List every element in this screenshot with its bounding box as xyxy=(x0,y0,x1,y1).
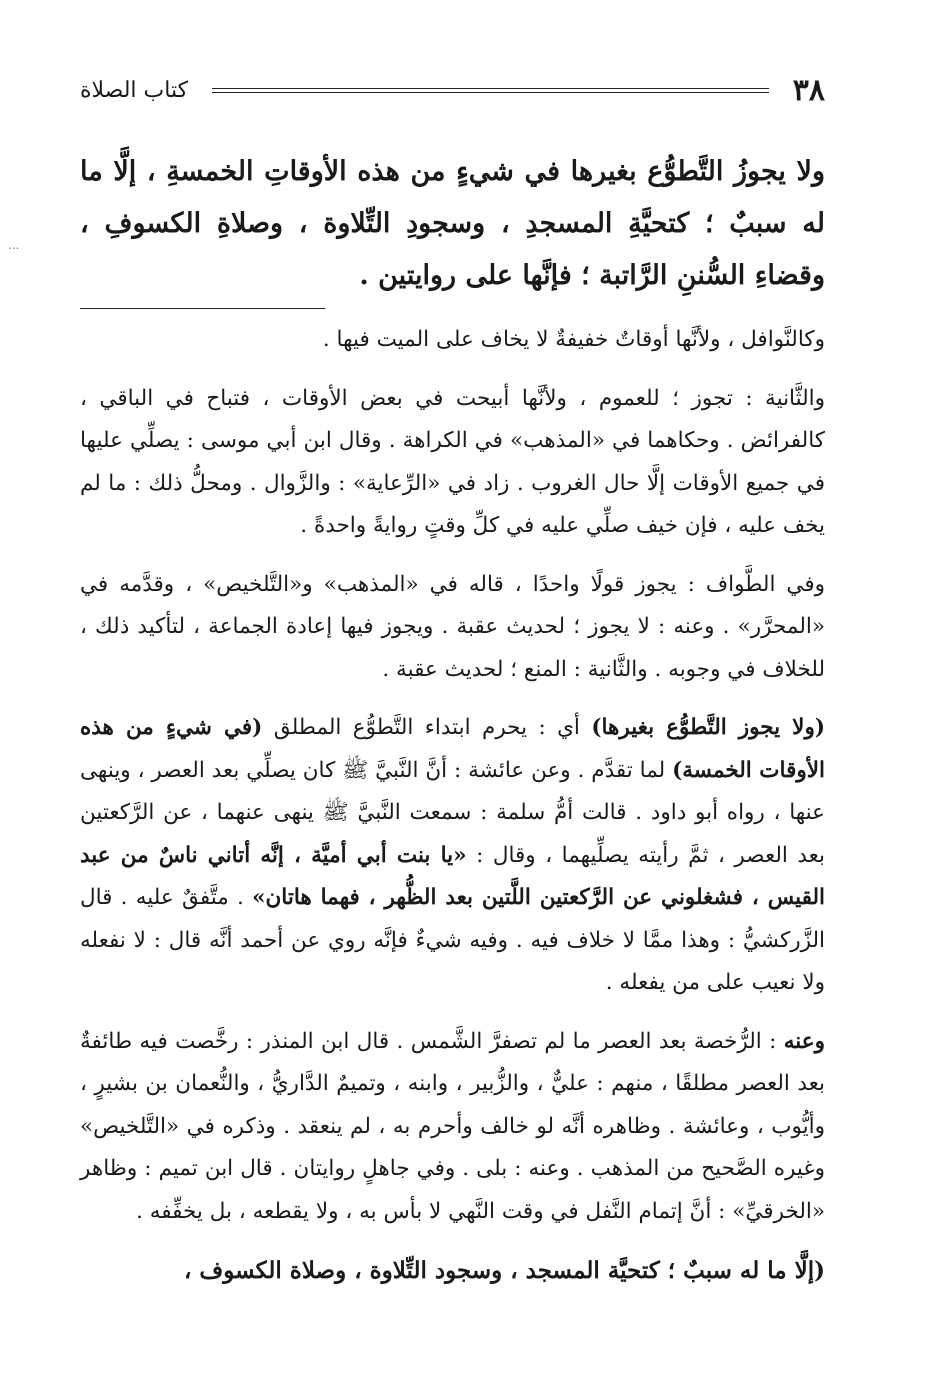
text-run: . متَّفقٌ عليه . قال الزَّركشيُّ : وهذا ممَّا لا خلاف فيه . وفيه شيءٌ فإنَّه روي عن أحمد أنَّه قال : لا نفعله ولا نعيب على من يفعله . xyxy=(80,885,825,995)
paragraph: وفي الطَّواف : يجوز قولًا واحدًا ، قاله في «المذهب» و«التَّلخيص» ، وقدَّمه في «المحرَّر» . وعنه : لا يجوز ؛ لحديث عقبة . ويجوز فيها إعادة الجماعة ، لتأكيد ذلك ، للخلاف في وجوبه . والثَّانية : المنع ؛ لحديث عقبة . xyxy=(80,571,825,682)
paragraph xyxy=(80,1021,825,1234)
page-number: ٣٨ xyxy=(792,72,825,108)
closing-matn-line: (إلَّا ما له سببٌ ؛ كتحيَّة المسجد ، وسجود التِّلاوة ، وصلاة الكسوف ، xyxy=(184,1257,825,1284)
header-rule xyxy=(212,88,769,93)
quoted-matn: (في شيءٍ من هذه الأوقات الخمسة) xyxy=(80,715,825,783)
matn-text: ولا يجوزُ التَّطوُّع بغيرها في شيءٍ من هذه الأوقاتِ الخمسةِ ، إلَّا ما له سببٌ ؛ كتحيَّةِ المسجدِ ، وسجودِ التِّلاوة ، وصلاةِ الكسوفِ ، وقضاءِ السُّننِ الرَّاتبة ؛ فإنَّها على روايتين . xyxy=(80,156,825,291)
book-page xyxy=(80,70,825,1330)
text-run: لما تقدَّم . وعن عائشة : أنَّ النَّبيَّ ﷺ كان يصلِّي بعد العصر ، وينهى عنها ، رواه أبو داود . قالت أمُّ سلمة : سمعت النَّبيَّ ﷺ ينهى عنهما ، عن الرَّكعتين بعد العصر ، ثمَّ رأيته يصلِّيهما ، وقال : xyxy=(80,757,825,868)
book-title: كتاب الصلاة xyxy=(80,77,189,103)
text-run: : الرُّخصة بعد العصر ما لم تصفرَّ الشَّمس . قال ابن المنذر : رخَّصت فيه طائفةٌ بعد العصر مطلقًا ، منهم : عليٌّ ، والزُّبير ، وابنه ، وتميمٌ الدَّاريُّ ، والنُّعمان بن بشيرٍ ، وأيُّوب ، وعائشة . وظاهره أنَّه لو خالف وأحرم به ، لم ينعقد . وذكره في «التَّلخيص» وغيره الصَّحيح من المذهب . وعنه : بلى . وفي جاهلٍ روايتان . قال ابن تميم : وظاهر «الخرقيِّ» : أنَّ إتمام النَّفل في وقت النَّهي لا بأس به ، ولا يقطعه ، بل يخفِّفه . xyxy=(80,1028,825,1224)
quoted-term: وعنه xyxy=(783,1028,825,1054)
paragraph: والثَّانية : تجوز ؛ للعموم ، ولأنَّها أبيحت في بعض الأوقات ، فتباح في الباقي ، كالفرائض . وحكاهما في «المذهب» في الكراهة . وقال ابن أبي موسى : يصلِّي عليها في جميع الأوقات إلَّا حال الغروب . زاد في «الرِّعاية» : والزَّوال . ومحلُّ ذلك : ما لم يخف عليه ، فإن خيف صلِّي عليه في كلِّ وقتٍ روايةً واحدةً . xyxy=(80,385,825,538)
matn-divider xyxy=(80,308,325,309)
margin-mark: ... xyxy=(8,238,20,252)
hadith-quote: «يا بنت أبي أميَّة ، إنَّه أتاني ناسٌ من عبد القيس ، فشغلوني عن الرَّكعتين اللَّتين بعد الظُّهر ، فهما هاتان» xyxy=(80,842,825,910)
paragraph xyxy=(80,707,825,1005)
quoted-matn: (ولا يجوز التَّطوُّع بغيرها) xyxy=(591,715,825,740)
paragraph: وكالنَّوافل ، ولأنَّها أوقاتٌ خفيفةٌ لا يخاف على الميت فيها . xyxy=(322,327,825,352)
running-head xyxy=(80,70,825,110)
text-run: أي : يحرم ابتداء التَّطوُّع المطلق xyxy=(262,715,592,740)
commentary xyxy=(80,319,825,1233)
